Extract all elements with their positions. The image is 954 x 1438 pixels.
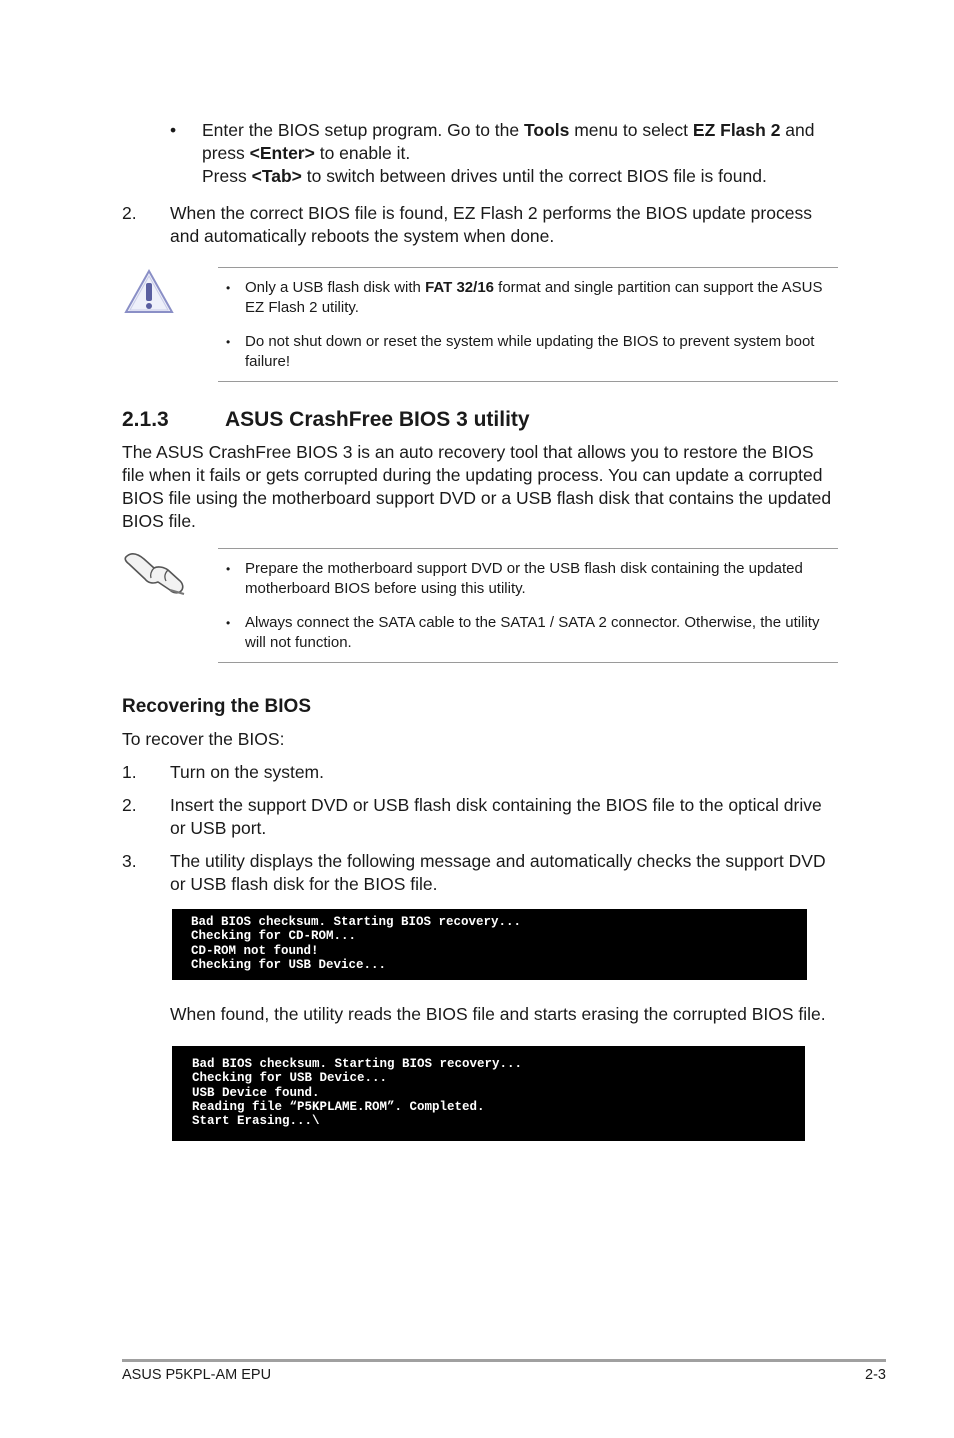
menu-item-ez-flash: EZ Flash 2: [692, 120, 781, 140]
step-number: 2.: [122, 795, 137, 815]
recover-step-1: [122, 761, 840, 784]
note-rule-top: [218, 548, 838, 549]
console-output-1: [172, 909, 807, 980]
text-segment: format and single partition can support the ASUS EZ Flash 2 utility.: [245, 279, 823, 316]
console-output-2: [172, 1046, 805, 1141]
menu-name-tools: Tools: [523, 120, 570, 140]
note-rule-bottom: [218, 662, 838, 663]
console-line: USB Device found.: [192, 1085, 320, 1100]
footer-rule: [122, 1359, 886, 1362]
console-line: Checking for USB Device...: [191, 957, 387, 972]
bullet-dot: •: [226, 281, 231, 295]
section-title: ASUS CrashFree BIOS 3 utility: [225, 408, 530, 431]
note-item-text: Prepare the motherboard support DVD or the USB flash disk containing the updated motherboard BIOS before using this utility.: [245, 560, 803, 597]
note-item-2: [226, 613, 832, 653]
subsection-heading: [122, 696, 311, 718]
step-number: 2.: [122, 203, 137, 223]
console-line: CD-ROM not found!: [191, 943, 319, 958]
intro-bullet: [170, 119, 840, 188]
warning-rule-top: [218, 267, 838, 268]
recover-step-2: [122, 794, 840, 840]
console-line: Checking for CD-ROM...: [191, 929, 357, 944]
text-segment: menu to select: [569, 120, 693, 140]
bullet-dot: •: [170, 120, 177, 140]
section-heading: [122, 408, 530, 432]
text-segment: Enter the BIOS setup program. Go to the: [202, 120, 524, 140]
step-text: Turn on the system.: [170, 762, 324, 782]
subsection-title: Recovering the BIOS: [122, 696, 311, 717]
console-line: Bad BIOS checksum. Starting BIOS recovery...: [191, 915, 522, 929]
intro-step-2: [122, 202, 840, 248]
warning-item-text: Do not shut down or reset the system while updating the BIOS to prevent system boot failure!: [245, 333, 815, 370]
console-line: Bad BIOS checksum. Starting BIOS recovery...: [192, 1057, 523, 1071]
warning-rule-bottom: [218, 381, 838, 382]
pointing-hand-icon: [124, 550, 188, 596]
key-enter: <Enter>: [249, 143, 315, 163]
note-icon-wrap: [124, 550, 188, 601]
intro-bullet-text: [202, 119, 840, 188]
recover-step-3: [122, 850, 840, 896]
text-segment: Press: [202, 166, 252, 186]
warning-icon-wrap: [123, 268, 175, 321]
step-text: The utility displays the following message and automatically checks the support DVD or USB flash disk for the BIOS file.: [170, 851, 826, 894]
recover-lead: To recover the BIOS:: [122, 729, 285, 749]
section-body: The ASUS CrashFree BIOS 3 is an auto recovery tool that allows you to restore the BIOS file when it fails or gets corrupted during the updating process. You can update a corrupted BIOS file using the motherboard support DVD or a USB flash disk that contains the updated BIOS file.: [122, 442, 832, 531]
footer-left: ASUS P5KPL-AM EPU: [122, 1367, 272, 1383]
step-text: Insert the support DVD or USB flash disk containing the BIOS file to the optical drive or USB port.: [170, 795, 822, 838]
warning-item-1: [226, 278, 832, 318]
warning-triangle-icon: [123, 268, 175, 316]
console-line: Checking for USB Device...: [192, 1071, 388, 1086]
bullet-dot: •: [226, 616, 231, 630]
section-number: 2.1.3: [122, 408, 169, 431]
console-line: Reading file “P5KPLAME.ROM”. Completed.: [192, 1099, 485, 1114]
key-tab: <Tab>: [251, 166, 302, 186]
note-item-1: [226, 559, 832, 599]
warning-item-2: [226, 332, 832, 372]
note-item-text: Always connect the SATA cable to the SATA1 / SATA 2 connector. Otherwise, the utility will not function.: [245, 614, 820, 651]
bullet-dot: •: [226, 562, 231, 576]
text-segment: and press: [202, 120, 815, 163]
format-name: FAT 32/16: [425, 279, 494, 296]
text-segment: Only a USB flash disk with: [245, 279, 426, 296]
text-segment: to switch between drives until the correct BIOS file is found.: [301, 166, 767, 186]
footer-page-number: 2-3: [865, 1367, 886, 1383]
console-line: Start Erasing...\: [192, 1114, 320, 1129]
step-text: When the correct BIOS file is found, EZ Flash 2 performs the BIOS update process and automatically reboots the system when done.: [170, 203, 812, 246]
text-segment: to enable it.: [314, 143, 411, 163]
recover-after-text: When found, the utility reads the BIOS file and starts erasing the corrupted BIOS file.: [170, 1004, 826, 1024]
bullet-dot: •: [226, 335, 231, 349]
step-number: 3.: [122, 851, 137, 871]
step-number: 1.: [122, 762, 137, 782]
